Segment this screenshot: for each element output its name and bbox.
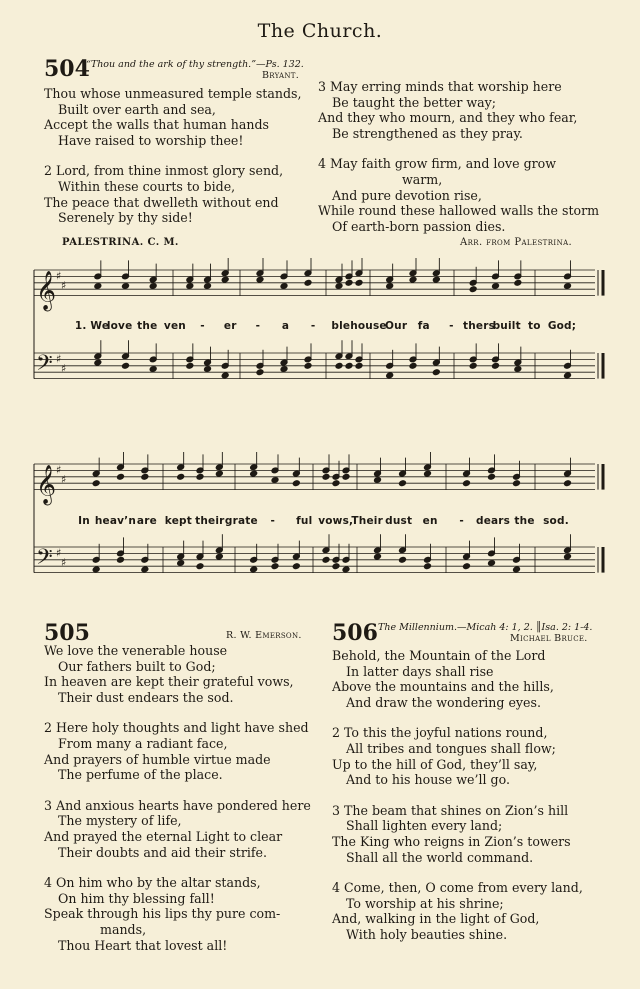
lyric-syllable: dears (475, 515, 511, 527)
note-head (149, 283, 157, 290)
verse-line: 3 And anxious hearts have pondered here (44, 797, 311, 813)
note-head (342, 473, 350, 480)
verse-line: 2 Here holy thoughts and light have shed (44, 720, 309, 736)
staff-group (34, 452, 603, 575)
lyric-syllable: ven (163, 320, 186, 332)
lyric-syllable: love (106, 320, 133, 332)
note-head (342, 566, 350, 573)
note-head (117, 473, 125, 480)
note-head (514, 366, 522, 373)
verse-line: Our fathers built to God; (58, 658, 216, 674)
note-head (564, 480, 572, 487)
note-head (304, 279, 312, 286)
note-head (186, 283, 194, 290)
tune-name: PALESTRINA. C. M. (62, 237, 179, 248)
sharp-icon: ♯ (56, 546, 62, 560)
sharp-icon: ♯ (61, 556, 67, 570)
note-head (488, 560, 496, 567)
lyric-syllable: Their (351, 515, 383, 527)
verse-line: In heaven are kept their grateful vows, (44, 674, 294, 690)
note-head (514, 279, 522, 286)
lyric-syllable: er (223, 320, 237, 332)
note-head (250, 566, 258, 573)
tune-arranger: Arr. from Palestrina. (460, 237, 573, 248)
verse-line: To worship at his shrine; (346, 895, 504, 911)
lyric-syllable: thers (463, 320, 496, 332)
lyric-syllable: ful (296, 515, 313, 527)
note-head (492, 362, 500, 369)
note-head (292, 480, 300, 487)
note-head (280, 283, 288, 290)
verse-line: Up to the hill of God, they’ll say, (332, 756, 538, 772)
note-head (92, 480, 100, 487)
verse-line: And prayed the eternal Light to clear (44, 828, 283, 844)
verse-line: mands, (100, 921, 147, 937)
verse-line: Thou whose unmeasured temple stands, (44, 86, 302, 101)
verse-line: With holy beauties shine. (346, 926, 508, 942)
lyric-syllable: - (200, 320, 205, 332)
verse-line: Built over earth and sea, (58, 101, 216, 117)
treble-clef-icon: 𝄞 (36, 464, 57, 505)
bass-clef-icon: 𝄢 (36, 351, 53, 382)
lyric-syllable: - (270, 515, 276, 527)
verse-line: Shall lighten every land; (346, 818, 503, 834)
lyric-syllable: Our (385, 320, 408, 332)
note-head (424, 563, 432, 570)
note-head (409, 276, 417, 283)
verse-line: Shall all the world command. (346, 849, 534, 865)
hymn-506-author: Michael Bruce. (510, 633, 588, 644)
lyric-syllable: kept (164, 515, 192, 527)
lyric-syllable: - (459, 515, 464, 527)
note-head (141, 566, 149, 573)
hymn-504-number: 504 (44, 56, 90, 82)
lyric-syllable: 1. We (74, 320, 110, 332)
lyric-syllable: fa (417, 320, 430, 332)
verse-line: Within these courts to bide, (58, 178, 236, 194)
verse-line: 4 May faith grow firm, and love grow (318, 156, 557, 172)
verse-line: Serenely by thy side! (58, 210, 193, 226)
note-head (256, 276, 264, 283)
verse-line: And draw the wondering eyes. (346, 694, 541, 710)
verse-line: The King who reigns in Zion’s towers (332, 833, 571, 849)
note-head (374, 477, 382, 484)
note-head (463, 480, 471, 487)
lyric-syllable: built (492, 320, 521, 332)
sharp-icon: ♯ (61, 362, 67, 376)
lyric-syllable: God; (547, 320, 577, 332)
lyric-syllable: sod. (543, 515, 569, 527)
verse-line: 4 On him who by the altar stands, (44, 875, 261, 891)
note-head (432, 276, 440, 283)
note-head (280, 366, 288, 373)
verse-line: On him thy blessing fall! (58, 890, 215, 906)
note-head (432, 369, 440, 376)
hymn-504-author: Bryant. (262, 70, 300, 81)
verse-line: From many a radiant face, (58, 735, 228, 751)
verse-line: Be strengthened as they pray. (332, 125, 523, 141)
note-head (322, 473, 330, 480)
hymn-506-text (332, 648, 583, 943)
verse-line: 4 Come, then, O come from every land, (332, 880, 583, 896)
note-head (94, 359, 102, 366)
lyric-syllable: vows, (318, 515, 354, 527)
note-head (322, 556, 330, 563)
lyric-syllable: to (528, 320, 541, 332)
lyric-syllable: - (255, 320, 261, 332)
lyric-syllable: the (514, 515, 535, 527)
verse-line: 3 The beam that shines on Zion’s hill (332, 802, 569, 818)
hymn-506-number: 506 (332, 620, 378, 646)
note-head (345, 279, 353, 286)
note-head (304, 362, 312, 369)
note-head (149, 366, 157, 373)
verse-line: And, walking in the light of God, (332, 911, 540, 927)
note-head (488, 473, 496, 480)
sharp-icon: ♯ (61, 473, 67, 487)
bass-clef-icon: 𝄢 (36, 545, 53, 576)
note-head (355, 279, 363, 286)
note-head (196, 473, 204, 480)
note-head (513, 480, 521, 487)
verse-line: 3 May erring minds that worship here (318, 79, 562, 94)
note-head (399, 556, 407, 563)
note-head (374, 553, 382, 560)
note-head (92, 566, 100, 573)
verse-line: 2 To this the joyful nations round, (332, 725, 548, 741)
lyric-syllable: - (449, 320, 454, 332)
verse-line: The peace that dwelleth without end (44, 194, 279, 210)
note-head (399, 480, 407, 487)
note-head (469, 286, 477, 293)
note-head (463, 563, 471, 570)
verse-line: We love the venerable house (44, 643, 228, 658)
verse-line: While round these hallowed walls the storm (318, 203, 600, 219)
verse-line: Of earth-born passion dies. (332, 218, 506, 234)
verse-line: In latter days shall rise (346, 663, 494, 679)
verse-line: Their doubts and aid their strife. (58, 844, 268, 860)
note-head (94, 283, 102, 290)
verse-line: And they who mourn, and they who fear, (318, 110, 578, 126)
lyric-syllable: are (136, 515, 157, 527)
note-head (256, 369, 264, 376)
note-head (355, 362, 363, 369)
verse-line: Accept the walls that human hands (44, 117, 270, 133)
lyric-syllable: the (137, 320, 158, 332)
lyric-syllable: dust (385, 515, 413, 527)
treble-clef-icon: 𝄞 (36, 270, 57, 311)
verse-line: Have raised to worship thee! (58, 132, 244, 148)
verse-line: Speak through his lips thy pure com- (44, 906, 281, 922)
lyric-syllable: heav’n (94, 515, 137, 527)
hymn-504-col2 (318, 79, 599, 234)
verse-line: All tribes and tongues shall flow; (346, 740, 556, 756)
verse-line: Behold, the Mountain of the Lord (332, 648, 546, 663)
note-head (177, 560, 185, 567)
note-head (117, 556, 125, 563)
note-head (335, 283, 343, 290)
note-head (332, 563, 340, 570)
verse-line: Above the mountains and the hills, (332, 679, 554, 695)
note-head (271, 477, 279, 484)
lyric-syllable: en (422, 515, 438, 527)
note-head (492, 283, 500, 290)
verse-line: Thou Heart that lovest all! (58, 937, 228, 953)
hymn-505-text (44, 643, 311, 953)
note-head (386, 283, 394, 290)
lyric-syllable: grate (224, 515, 258, 527)
note-head (513, 566, 521, 573)
lyric-syllable: ble (331, 320, 351, 332)
note-head (186, 362, 194, 369)
verse-line: Their dust endears the sod. (58, 689, 234, 705)
lyrics-line-1 (0, 320, 640, 334)
verse-line: The perfume of the place. (58, 767, 223, 783)
sharp-icon: ♯ (56, 463, 62, 477)
lyric-syllable: - (310, 320, 316, 332)
note-head (564, 553, 572, 560)
note-head (564, 283, 572, 290)
note-head (424, 470, 432, 477)
note-head (141, 473, 149, 480)
lyrics-line-2 (0, 515, 640, 529)
verse-line: 2 Lord, from thine inmost glory send, (44, 163, 284, 179)
note-head (469, 362, 477, 369)
verse-line: And prayers of humble virtue made (44, 751, 271, 767)
lyric-syllable: In (78, 515, 90, 527)
note-head (345, 362, 353, 369)
hymn-506-heading: The Millennium.—Micah 4: 1, 2. ║Isa. 2: 1-4. (378, 622, 593, 633)
hymn-505-author: R. W. Emerson. (226, 630, 302, 641)
hymn-504-heading: “Thou and the ark of thy strength.”—Ps. 132. (86, 59, 304, 70)
note-head (332, 480, 340, 487)
note-head (196, 563, 204, 570)
note-head (204, 283, 212, 290)
sharp-icon: ♯ (61, 279, 67, 293)
sharp-icon: ♯ (56, 352, 62, 366)
note-head (122, 362, 130, 369)
verse-line: The mystery of life, (58, 813, 182, 829)
lyric-syllable: house (350, 320, 387, 332)
note-head (386, 372, 394, 379)
note-head (177, 473, 185, 480)
hymn-505-number: 505 (44, 620, 90, 646)
lyric-syllable: a (281, 320, 290, 332)
note-head (292, 563, 300, 570)
verse-line: warm, (402, 171, 443, 187)
note-head (250, 470, 258, 477)
note-head (122, 283, 130, 290)
note-head (221, 276, 229, 283)
verse-line: Be taught the better way; (332, 94, 497, 110)
note-head (564, 372, 572, 379)
note-head (215, 470, 223, 477)
note-head (409, 362, 417, 369)
note-head (221, 372, 229, 379)
verse-line: And to his house we’ll go. (346, 772, 510, 788)
note-head (215, 553, 223, 560)
note-head (271, 563, 279, 570)
sharp-icon: ♯ (56, 269, 62, 283)
page-title: The Church. (257, 20, 383, 42)
note-head (204, 366, 212, 373)
note-head (335, 362, 343, 369)
hymn-504-col1 (44, 86, 302, 226)
lyric-syllable: their (195, 515, 225, 527)
verse-line: And pure devotion rise, (332, 187, 482, 203)
